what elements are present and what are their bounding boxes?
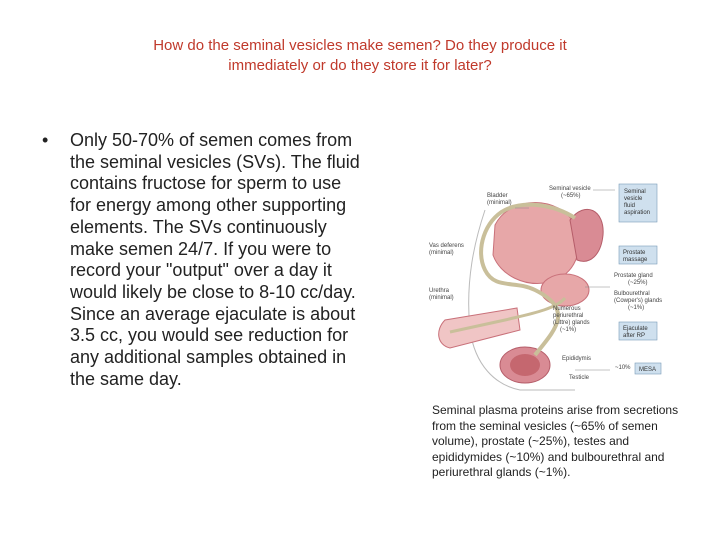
penis-shape <box>439 308 520 348</box>
label-seminal-vesicle-sub: (~65%) <box>561 193 581 199</box>
label-vas-deferens-sub: (minimal) <box>429 250 454 256</box>
box-sv-fluid-line-3: fluid <box>624 203 636 209</box>
bullet-text: Only 50-70% of semen comes from the seminal vesicles (SVs). The fluid contains fructose for sperm to use for energy among other supporting elements. The SVs continuously make semen 24/7. If you were to record your "output" over a day it would likely be close to 8-10 cc/day. Since an average ejaculate is about 3.5 cc, you would see reduction for any additional samples obtained in the same day. <box>70 130 360 389</box>
bullet-marker: • <box>42 130 49 150</box>
title-line-1: How do the seminal vesicles make semen? Do they produce it <box>153 37 567 54</box>
label-ten-percent: ~10% <box>615 365 631 371</box>
label-seminal-vesicle: Seminal vesicle <box>549 186 591 192</box>
box-ejaculate-line-2: after RP <box>623 333 646 339</box>
label-testicle: Testicle <box>569 375 590 381</box>
label-bulbourethral-sub: (Cowper's) glands <box>614 298 663 304</box>
testicle-inner-shape <box>510 354 540 376</box>
label-vas-deferens: Vas deferens <box>429 243 464 249</box>
slide-title <box>60 36 660 76</box>
box-prostate-massage-line-2: massage <box>623 257 648 263</box>
label-littre: (Littre) glands <box>553 320 590 326</box>
anatomy-figure <box>425 180 690 395</box>
bullet-list <box>42 130 362 390</box>
box-ejaculate-line-1: Ejaculate <box>623 326 648 332</box>
title-line-2: immediately or do they store it for later? <box>228 57 492 74</box>
label-urethra: Urethra <box>429 288 450 294</box>
label-bulbourethral-sub2: (~1%) <box>628 305 645 311</box>
box-sv-fluid-line-4: aspiration <box>624 210 651 216</box>
label-numerous: Numerous <box>553 306 581 312</box>
label-prostate-gland: Prostate gland <box>614 273 653 279</box>
figure-caption: Seminal plasma proteins arise from secretions from the seminal vesicles (~65% of semen volume), prostate (~25%), testes and epididymides (~10%) and bulbourethral and periurethral glands (~1%). <box>432 403 679 479</box>
box-prostate-massage-line-1: Prostate <box>623 250 646 256</box>
label-bulbourethral: Bulbourethral <box>614 291 650 297</box>
box-mesa-label: MESA <box>639 367 657 373</box>
label-bladder-sub: (minimal) <box>487 200 512 206</box>
label-prostate-gland-sub: (~25%) <box>628 280 648 286</box>
box-sv-fluid-line-1: Seminal <box>624 189 646 195</box>
label-littre-sub: (~1%) <box>560 327 577 333</box>
box-sv-fluid-line-2: vesicle <box>624 196 643 202</box>
prostate-shape <box>541 274 589 306</box>
label-bladder: Bladder <box>487 193 508 199</box>
label-periurethral: periurethral <box>553 313 584 319</box>
label-epididymis: Epididymis <box>562 356 592 362</box>
label-urethra-sub: (minimal) <box>429 295 454 301</box>
bullet-item <box>42 130 362 390</box>
